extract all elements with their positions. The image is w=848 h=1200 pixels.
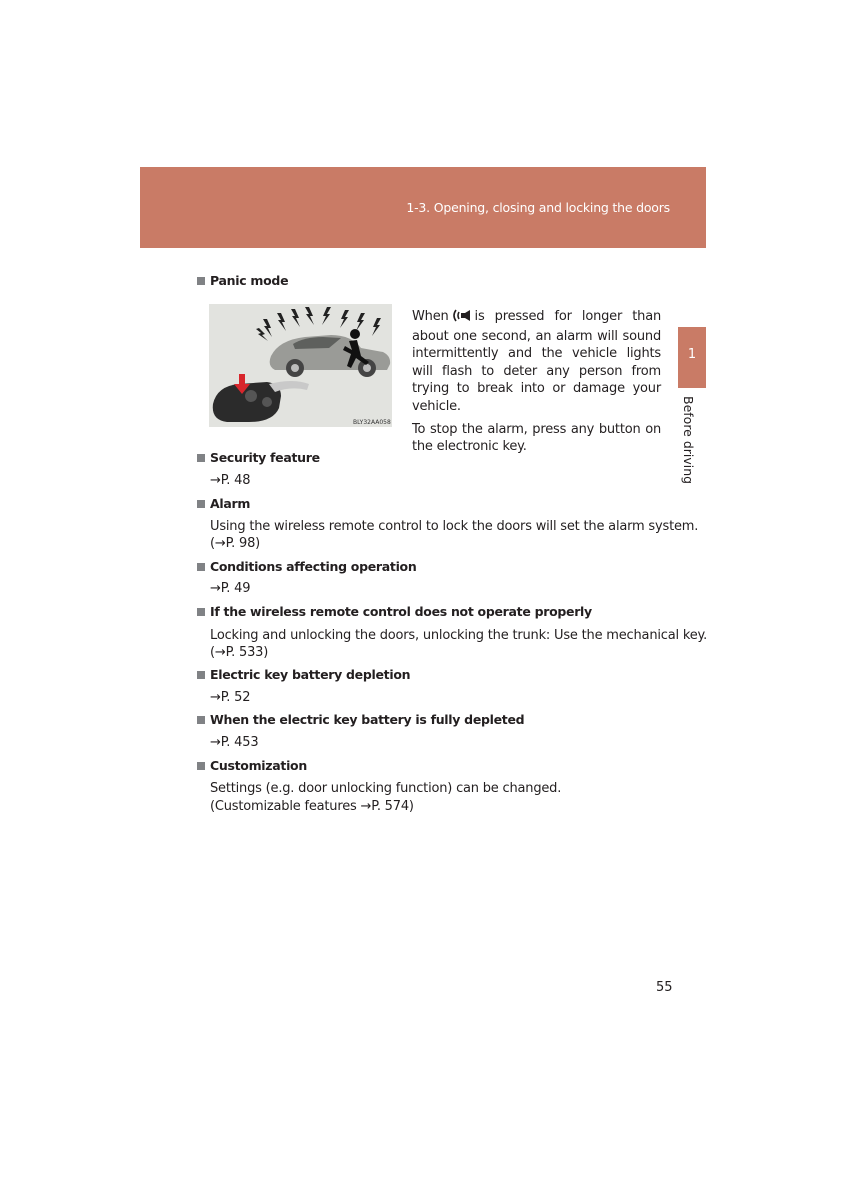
heading-alarm <box>197 496 250 511</box>
xref-mechanical-key[interactable]: (→P. 533) <box>210 645 269 660</box>
panic-mode-illustration <box>209 304 392 427</box>
xref-customizable-features[interactable]: (Customizable features →P. 574) <box>210 799 414 814</box>
heading-customization <box>197 758 307 773</box>
xref-battery-fully-depleted[interactable]: →P. 453 <box>210 735 259 750</box>
square-bullet-icon <box>197 454 205 462</box>
heading-text: If the wireless remote control does not operate properly <box>210 604 592 619</box>
customization-text: Settings (e.g. door unlocking function) can be changed. <box>210 781 562 796</box>
heading-text: Security feature <box>210 450 320 465</box>
text-description: is pressed for longer than about one second, an alarm will sound intermittently and the vehicle lights will flash to deter any person from trying to break into or damage your vehicle. <box>412 309 661 414</box>
heading-text: Conditions affecting operation <box>210 559 417 574</box>
heading-text: Alarm <box>210 496 251 511</box>
chapter-header-band <box>140 167 706 248</box>
text-when: When <box>412 309 449 324</box>
heading-text: When the electric key battery is fully depleted <box>210 712 525 727</box>
panic-alarm-icon <box>452 309 472 328</box>
heading-conditions-affecting-operation <box>197 559 416 574</box>
illustration-code: BLY32AA058 <box>353 419 391 426</box>
heading-battery-depletion <box>197 667 410 682</box>
page-number: 55 <box>656 980 673 995</box>
square-bullet-icon <box>197 500 205 508</box>
heading-battery-fully-depleted <box>197 712 524 727</box>
square-bullet-icon <box>197 671 205 679</box>
square-bullet-icon <box>197 277 205 285</box>
square-bullet-icon <box>197 762 205 770</box>
xref-battery-depletion[interactable]: →P. 52 <box>210 690 251 705</box>
chapter-number: 1 <box>687 347 697 362</box>
heading-panic-mode <box>197 273 288 288</box>
xref-security-feature[interactable]: →P. 48 <box>210 473 251 488</box>
chapter-label: Before driving <box>681 396 696 485</box>
xref-alarm[interactable]: (→P. 98) <box>210 536 261 551</box>
heading-text: Customization <box>210 758 307 773</box>
square-bullet-icon <box>197 563 205 571</box>
alarm-text: Using the wireless remote control to lock the doors will set the alarm system. <box>210 519 699 534</box>
square-bullet-icon <box>197 608 205 616</box>
square-bullet-icon <box>197 716 205 724</box>
heading-remote-not-operating <box>197 604 592 619</box>
panic-mode-description <box>412 308 661 461</box>
remote-not-operating-text: Locking and unlocking the doors, unlocking the trunk: Use the mechanical key. <box>210 628 708 643</box>
xref-conditions[interactable]: →P. 49 <box>210 581 251 596</box>
text-stop-alarm: To stop the alarm, press any button on the electronic key. <box>412 421 661 455</box>
heading-text: Electric key battery depletion <box>210 667 411 682</box>
heading-text: Panic mode <box>210 273 289 288</box>
heading-security-feature <box>197 450 320 465</box>
chapter-tab[interactable] <box>678 327 706 388</box>
section-title: 1-3. Opening, closing and locking the doors <box>406 200 670 215</box>
